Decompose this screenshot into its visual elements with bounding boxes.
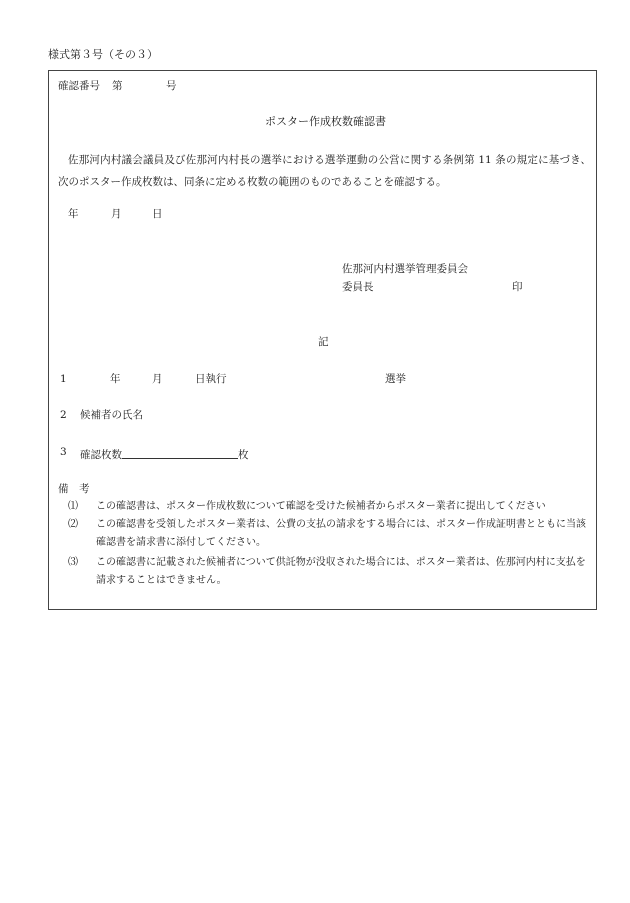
item1-month: 月	[152, 373, 163, 385]
form-label: 様式第３号（その３）	[48, 48, 158, 61]
item1-election: 選挙	[385, 373, 406, 385]
item3-count-blank	[122, 447, 238, 459]
remark-note-1	[68, 498, 592, 516]
remark-note-3-num: ⑶	[68, 557, 78, 568]
remark-note-3	[68, 554, 592, 590]
confirmation-number-dai: 第	[112, 80, 123, 92]
item1-day-exec: 日執行	[195, 373, 227, 385]
item2-number: 2	[60, 409, 67, 421]
item3-count-text: 確認枚数	[80, 449, 122, 461]
confirmation-number-go: 号	[166, 80, 177, 92]
remark-note-2	[68, 516, 592, 552]
confirmation-number-label: 確認番号	[58, 80, 100, 92]
remark-note-2-num: ⑵	[68, 519, 78, 530]
date-month: 月	[111, 208, 122, 220]
issuer-committee: 佐那河内村選挙管理委員会	[342, 263, 468, 275]
item3-count-label	[80, 447, 249, 461]
item1-year: 年	[110, 373, 121, 385]
date-day: 日	[152, 208, 163, 220]
item3-count-unit: 枚	[238, 449, 249, 461]
item2-candidate-name-label: 候補者の氏名	[80, 409, 143, 421]
remark-note-1-num: ⑴	[68, 501, 78, 512]
item1-number: 1	[60, 373, 67, 385]
ki-heading: 記	[318, 336, 329, 348]
date-year: 年	[68, 208, 79, 220]
remarks-heading: 備 考	[58, 483, 90, 495]
remark-note-1-text: この確認書は、ポスター作成枚数について確認を受けた候補者からポスター業者に提出してください	[96, 501, 546, 512]
document-title: ポスター作成枚数確認書	[265, 115, 386, 128]
body-paragraph: 佐那河内村議会議員及び佐那河内村長の選挙における選挙運動の公営に関する条例第 11 条の規定に基づき、次のポスター作成枚数は、同条に定める枚数の範囲のものであることを確認する。	[58, 154, 591, 188]
remark-note-3-text: この確認書に記載された候補者について供託物が没収された場合には、ポスター業者は、佐那河内村に支払を請求することはできません。	[96, 557, 586, 586]
seal-mark: 印	[512, 281, 523, 293]
item3-number: 3	[60, 446, 67, 458]
issuer-chair: 委員長	[342, 281, 374, 293]
remark-note-2-text: この確認書を受領したポスター業者は、公費の支払の請求をする場合には、ポスター作成証明書とともに当該確認書を請求書に添付してください。	[96, 519, 586, 548]
